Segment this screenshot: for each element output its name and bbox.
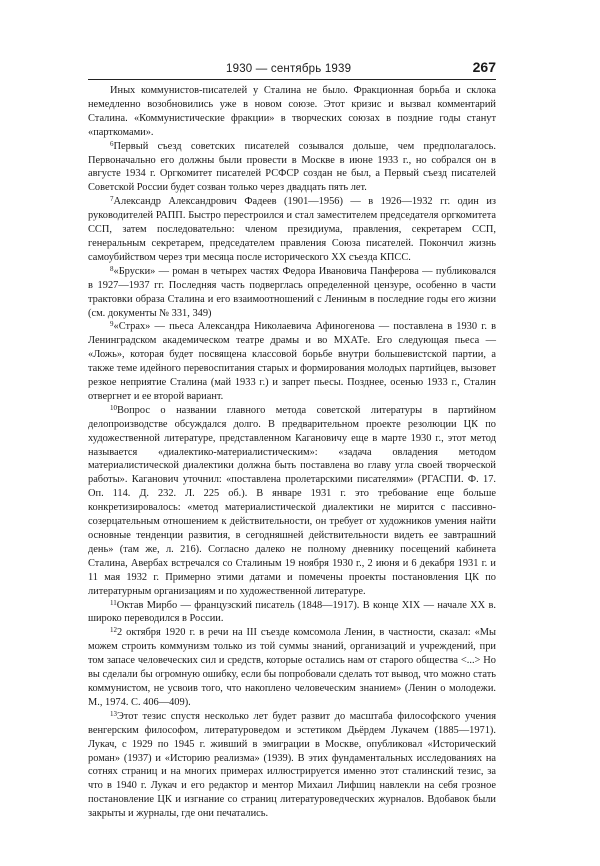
footnote [88, 320, 496, 403]
footnote-text: Александр Александрович Фадеев (1901—1956) — в 1926—1932 гг. один из руководителей РАПП. Быстро перестроился и стал заместителем председателя оргкомитета ССП, затем последовательно: членом президиума, правления, секретарем ССП, генеральным секретарем, председателем правления Союза писателей. Покончил жизнь самоубийством через три месяца после исторического XX съезда КПСС. [88, 196, 496, 263]
footnote [88, 265, 496, 321]
footnote-continuation [88, 84, 496, 140]
footnote-number: 12 [110, 626, 117, 635]
footnote-number: 6 [110, 139, 114, 148]
footnote-text: Первый съезд советских писателей созывался дольше, чем предполагалось. Первоначально его должны были провести в Москве в июне 1933 г., но собрался он в августе 1934 г. Оргкомитет писателей РСФСР создан не был, а Первый съезд писателей Советской России будет созван только через двадцать пять лет. [88, 140, 496, 194]
footnote [88, 710, 496, 821]
footnote-text: «Бруски» — роман в четырех частях Федора Ивановича Панферова — публиковался в 1927—1937 гг. Последняя часть подверглась определенной цензуре, особенно в части трактовки образа Сталина и его взаимоотношений с Лениным в последние годы его жизни (см. документы № 331, 349) [88, 265, 496, 319]
footnote-number: 10 [110, 403, 117, 412]
running-head: 1930 — сентябрь 1939 [226, 63, 352, 75]
footnote [88, 404, 496, 599]
page-number: 267 [472, 59, 496, 75]
footnote-text: «Страх» — пьеса Александра Николаевича Афиногенова — поставлена в 1930 г. в Ленинградском академическом театре драмы и во МХАТе. Его следующая пьеса — «Ложь», которая будет посвящена классовой борьбе внутри большевистской партии, а также теме идейного перевоспитания старых и формирования молодых партийцев, вызовет резкое неприятие Сталина (май 1933 г.) и запрет пьесы. Позднее, осенью 1933 г., Сталин отвергнет и ее второй вариант. [88, 321, 496, 402]
page-header [88, 57, 496, 80]
footnote-number: 13 [110, 709, 117, 718]
footnote [88, 626, 496, 709]
footnote [88, 140, 496, 196]
footnote [88, 195, 496, 265]
footnote-text: Октав Мирбо — французский писатель (1848—1917). В конце XIX — начале XX в. широко переводился в России. [88, 599, 496, 625]
footnote-number: 9 [110, 320, 114, 329]
footnote-text: Этот тезис спустя несколько лет будет развит до масштаба философского учения венгерским философом, литературоведом и эстетиком Дьёрдем Лукачем (1885—1971). Лукач, с 1929 по 1945 г. живший в эмиграции в Москве, опубликовал «Исторический роман» (1937) и «Историю реализма» (1939). В этих фундаментальных исследованиях на сотнях страниц и на многих примерах иллюстрируется именно этот сталинский тезис, за что в 1940 г. Лукач и его редактор и ментор Михаил Лифшиц навлекли на себя грозное постановление ЦК и изгнание со страниц литературоведческих журналов. Вдобавок были закрыты и журналы, где они печатались. [88, 710, 496, 820]
footnote-number: 8 [110, 264, 114, 273]
footnote [88, 599, 496, 627]
footnote-text: Иных коммунистов-писателей у Сталина не было. Фракционная борьба и склока немедленно возобновились уже в новом союзе. Этот кризис и вызвал комментарий Сталина. «Коммунистические фракции» в творческих союзах в поздние годы станут «парткомами». [88, 85, 496, 138]
footnote-text: 2 октября 1920 г. в речи на III съезде комсомола Ленин, в частности, сказал: «Мы можем строить коммунизм только из той суммы знаний, организаций и учреждений, при том запасе человеческих сил и средств, которые остались нам от старого общества <...> Но вы сделали бы огромную ошибку, если бы попробовали сделать тот вывод, что можно стать коммунистом, не усвоив того, что накоплено человеческим знанием» (Ленин о молодежи. М., 1974. С. 406—409). [88, 627, 496, 708]
footnote-text: Вопрос о названии главного метода советской литературы в партийном делопроизводстве обсуждался долго. В предварительном проекте резолюции ЦК по художественной литературе, представленном Кагановичу еще в марте 1930 г., этот метод называется «диалектико-материалистическим»: «задача овладения методом материалистической диалектики должна быть поставлена во главу угла своей творческой работы». Каганович уточнил: «поставлена пролетарскими писателями» (РГАСПИ. Ф. 17. Оп. 114. Д. 232. Л. 225 об.). В январе 1931 г. это требование еще больше конкретизировалось: «метод материалистической диалектики не мирится с пассивно-созерцательным отношением к действительности, он требует от художников умения найти основные тенденции развития, в сегодняшней действительности видеть ее завтрашний день» (там же, л. 216). Согласно далеко не полному дневнику посещений кабинета Сталина, Авербах встречался со Сталиным 19 ноября 1930 г., 2 июня и 6 декабря 1931 г. и 11 мая 1932 г. Примерно этими датами и помечены проекты постановления ЦК по литературным организациям и по художественной литературе. [88, 404, 496, 597]
footnote-number: 7 [110, 195, 114, 204]
footnotes-body [88, 84, 496, 821]
footnote-number: 11 [110, 598, 117, 607]
